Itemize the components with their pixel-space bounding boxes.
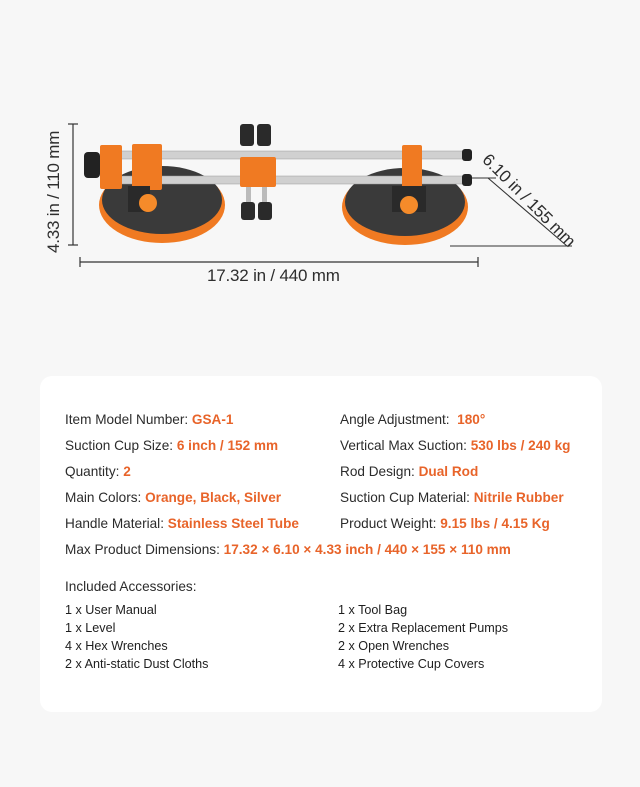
accessory-item: 2 x Open Wrenches [338,639,450,653]
product-dimension-figure [0,0,640,340]
spec-value: Dual Rod [418,464,479,479]
spec-handle-material: Handle Material: Stainless Steel Tube [65,516,299,531]
accessory-item: 1 x Level [65,621,116,635]
spec-max-product-dimensions: Max Product Dimensions: 17.32 × 6.10 × 4.33 inch / 440 × 155 × 110 mm [65,542,511,557]
spec-value: 17.32 × 6.10 × 4.33 inch / 440 × 155 × 110 mm [223,542,511,557]
spec-suction-cup-size: Suction Cup Size: 6 inch / 152 mm [65,438,279,453]
spec-main-colors: Main Colors: Orange, Black, Silver [65,490,282,505]
accessories-heading: Included Accessories: [65,579,197,594]
suction-cup-lifter-illustration [0,0,640,340]
width-dimension-label: 17.32 in / 440 mm [207,266,340,285]
accessory-item: 4 x Hex Wrenches [65,639,168,653]
spec-angle-adjustment: Angle Adjustment: 180° [340,412,486,427]
accessory-item: 1 x User Manual [65,603,157,617]
spec-value: Orange, Black, Silver [145,490,282,505]
accessory-item: 2 x Anti-static Dust Cloths [65,657,209,671]
spec-value: Nitrile Rubber [473,490,564,505]
spec-value: 2 [123,464,131,479]
spec-value: 180° [457,412,486,427]
spec-value: GSA-1 [191,412,234,427]
spec-suction-cup-material: Suction Cup Material: Nitrile Rubber [340,490,564,505]
accessory-item: 1 x Tool Bag [338,603,408,617]
spec-item-model-number: Item Model Number: GSA-1 [65,412,234,427]
accessory-item: 2 x Extra Replacement Pumps [338,621,509,635]
spec-vertical-max-suction: Vertical Max Suction: 530 lbs / 240 kg [340,438,571,453]
specifications-card [40,376,602,712]
spec-quantity: Quantity: 2 [65,464,131,479]
spec-rod-design: Rod Design: Dual Rod [340,464,479,479]
spec-value: 9.15 lbs / 4.15 Kg [440,516,550,531]
depth-dimension-label: 6.10 in / 155 mm [478,150,580,251]
spec-value: 530 lbs / 240 kg [470,438,571,453]
accessory-item: 4 x Protective Cup Covers [338,657,485,671]
spec-product-weight: Product Weight: 9.15 lbs / 4.15 Kg [340,516,550,531]
spec-value: 6 inch / 152 mm [176,438,279,453]
height-dimension-label: 4.33 in / 110 mm [44,130,63,253]
spec-value: Stainless Steel Tube [167,516,299,531]
